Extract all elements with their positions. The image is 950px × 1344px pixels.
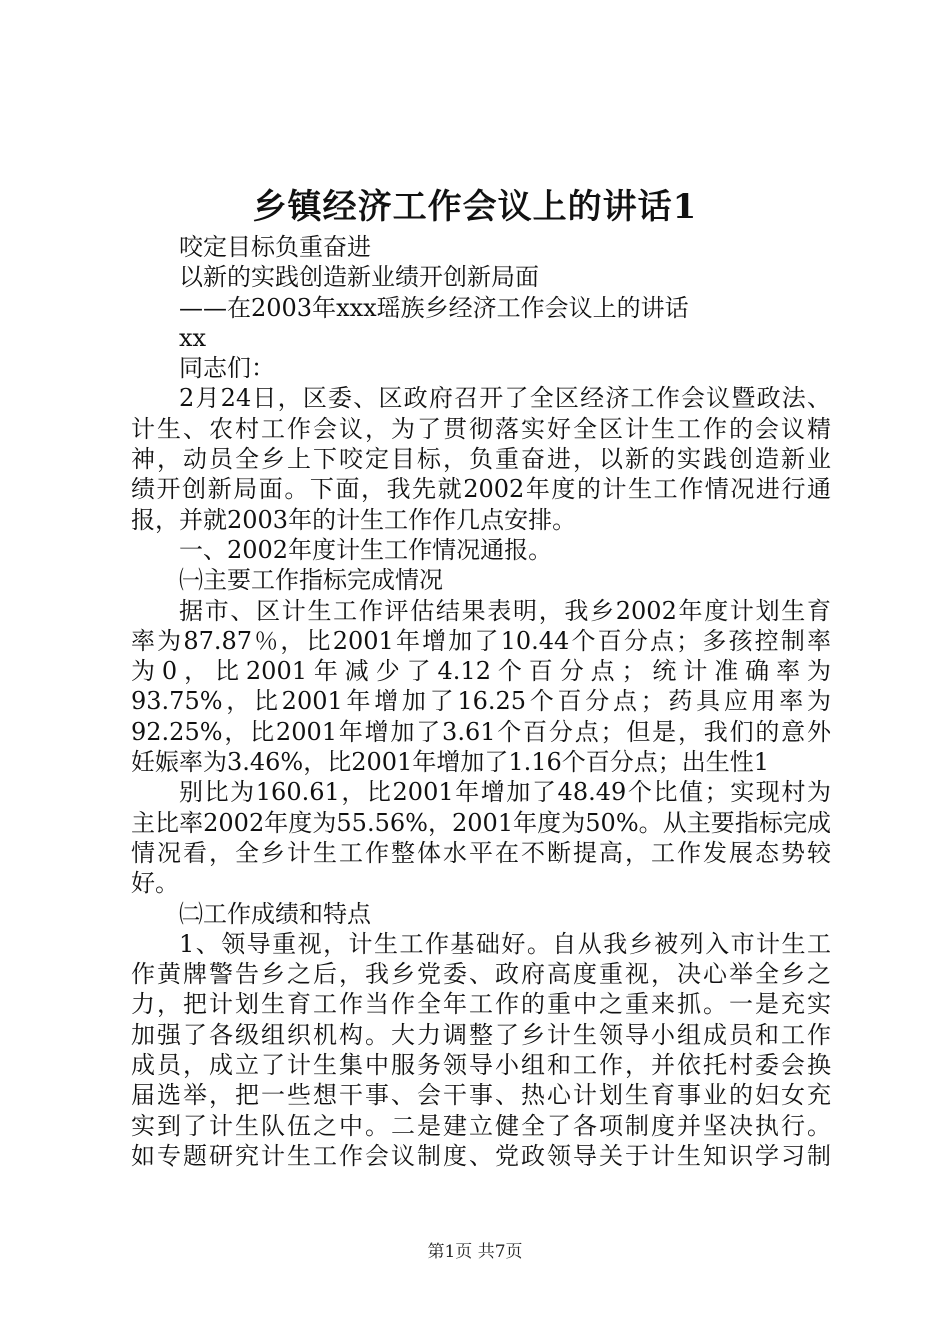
text-line: ㈠主要工作指标完成情况 <box>179 566 443 595</box>
text-line: 以新的实践创造新业绩开创新局面 <box>179 263 539 292</box>
page-footer: 第1页 共7页 <box>427 1242 523 1262</box>
text-line: 好。 <box>131 869 179 898</box>
text-line: xx <box>179 323 207 352</box>
text-line: 妊娠率为3.46%，比2001年增加了1.16个百分点；出生性1 <box>131 748 770 777</box>
document-title: 乡镇经济工作会议上的讲话1 <box>252 187 698 227</box>
text-line: 报，并就2003年的计生工作作几点安排。 <box>131 505 577 534</box>
text-line: 93.75%，比2001年增加了16.25个百分点；药具应用率为 <box>131 687 831 716</box>
text-line: ㈡工作成绩和特点 <box>179 899 371 928</box>
text-line: 实到了计生队伍之中。二是建立健全了各项制度并坚决执行。 <box>131 1111 831 1140</box>
text-line: 情况看，全乡计生工作整体水平在不断提高，工作发展态势较 <box>131 838 831 867</box>
text-line: 据市、区计生工作评估结果表明，我乡2002年度计划生育 <box>179 596 831 625</box>
text-line: 成员，成立了计生集中服务领导小组和工作，并依托村委会换 <box>131 1051 831 1080</box>
text-line: 计生、农村工作会议，为了贯彻落实好全区计生工作的会议精 <box>131 414 831 443</box>
text-line: 届选举，把一些想干事、会干事、热心计划生育事业的妇女充 <box>131 1081 831 1110</box>
text-line: 咬定目标负重奋进 <box>179 233 371 261</box>
text-line: 主比率2002年度为55.56%，2001年度为50%。从主要指标完成 <box>131 808 831 837</box>
document-body <box>131 232 831 1171</box>
text-line: 1、领导重视，计生工作基础好。自从我乡被列入市计生工 <box>179 929 831 958</box>
text-line: ——在2003年xxx瑶族乡经济工作会议上的讲话 <box>179 293 689 322</box>
text-line: 加强了各级组织机构。大力调整了乡计生领导小组成员和工作 <box>131 1020 831 1049</box>
text-line: 绩开创新局面。下面，我先就2002年度的计生工作情况进行通 <box>131 475 831 504</box>
text-line: 力，把计划生育工作当作全年工作的重中之重来抓。一是充实 <box>131 990 831 1019</box>
text-line: 率为87.87％，比2001年增加了10.44个百分点；多孩控制率 <box>131 626 831 655</box>
text-line: 2月24日，区委、区政府召开了全区经济工作会议暨政法、 <box>179 384 831 413</box>
text-line: 92.25%，比2001年增加了3.61个百分点；但是，我们的意外 <box>131 717 831 746</box>
text-line: 一、2002年度计生工作情况通报。 <box>179 535 553 564</box>
text-line: 同志们： <box>179 354 275 383</box>
text-line: 神，动员全乡上下咬定目标，负重奋进，以新的实践创造新业 <box>131 445 831 474</box>
text-line: 作黄牌警告乡之后，我乡党委、政府高度重视，决心举全乡之 <box>131 960 831 989</box>
text-line: 别比为160.61，比2001年增加了48.49个比值；实现村为 <box>179 778 831 807</box>
text-line: 如专题研究计生工作会议制度、党政领导关于计生知识学习制 <box>131 1141 831 1170</box>
text-line: 为0，比2001年减少了4.12个百分点；统计准确率为 <box>131 657 831 686</box>
